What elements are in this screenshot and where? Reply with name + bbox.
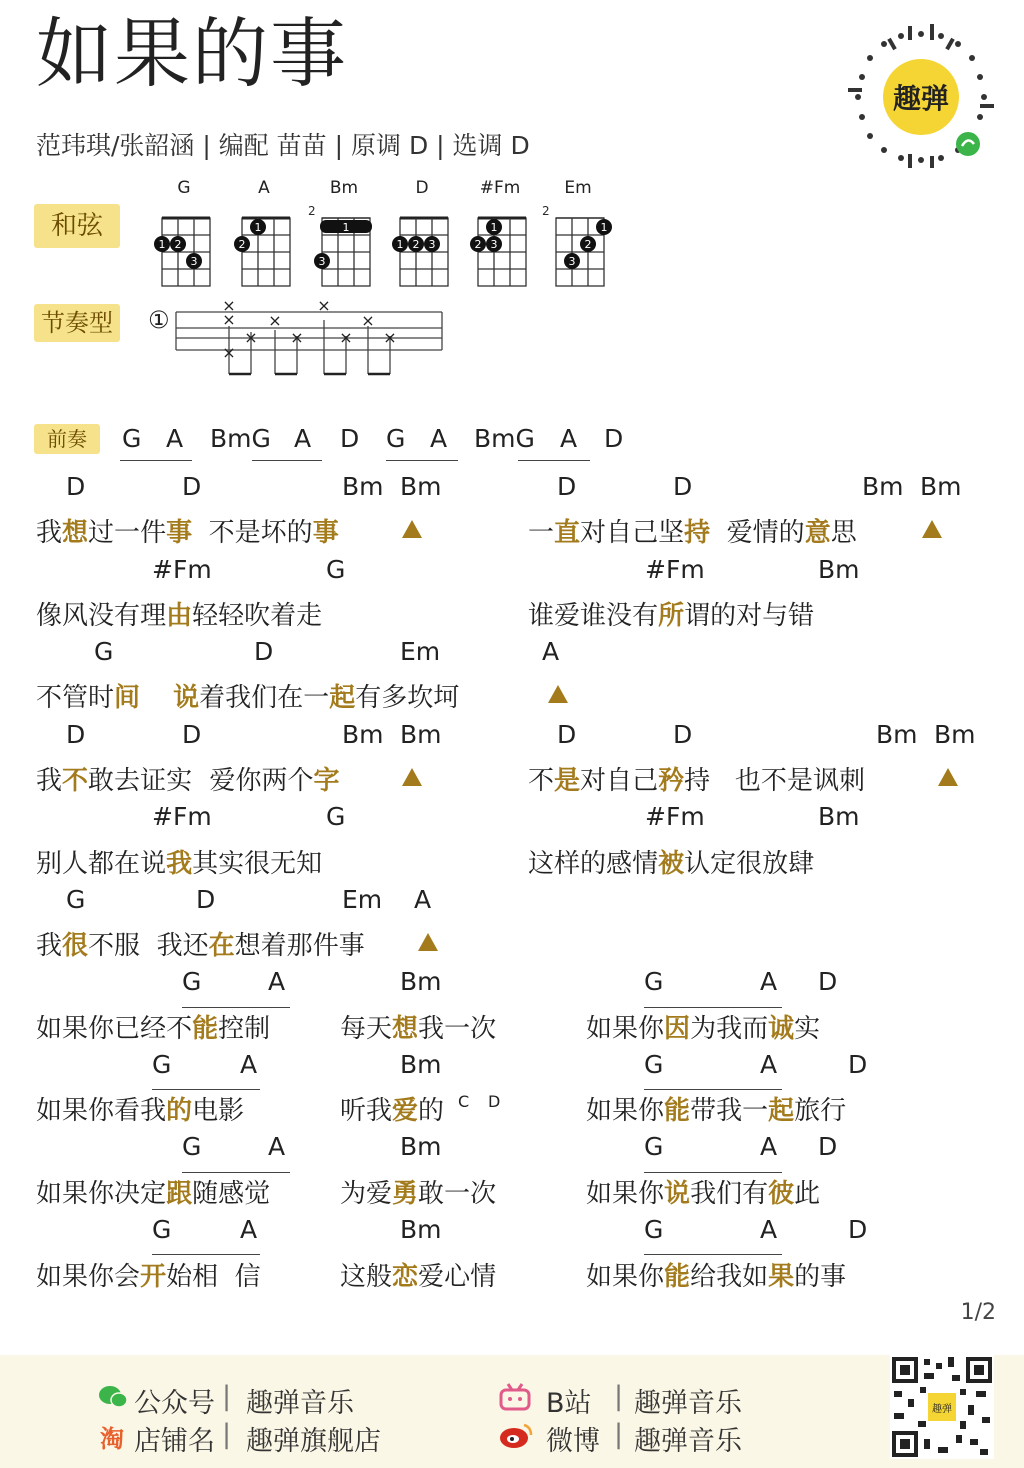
svg-text:1: 1 bbox=[342, 221, 350, 234]
svg-text:3: 3 bbox=[190, 255, 198, 268]
intro-chord: A bbox=[430, 424, 448, 453]
lyric-line: 我想过一件事 不是坏的事 bbox=[36, 518, 339, 548]
svg-text:3: 3 bbox=[318, 255, 326, 268]
intro-tag: 前奏 bbox=[34, 424, 100, 454]
chord-label: Bm bbox=[862, 472, 904, 501]
lyric-line: 别人都在说我其实很无知 bbox=[36, 849, 323, 879]
strum-marker-icon bbox=[938, 768, 958, 786]
svg-text:×: × bbox=[222, 310, 236, 329]
svg-text:2: 2 bbox=[412, 238, 420, 251]
strum-marker-icon bbox=[418, 933, 438, 951]
chord-label: A bbox=[414, 885, 432, 914]
wechat-label: 公众号 bbox=[134, 1388, 215, 1419]
strum-marker-icon bbox=[402, 520, 422, 538]
lyric-line: 我不敢去证实 爱你两个字 bbox=[36, 766, 340, 796]
chord-label: A bbox=[240, 1050, 258, 1079]
chord-label: Bm bbox=[400, 967, 442, 996]
beat-underline bbox=[644, 1254, 782, 1255]
chord-label: #Fm bbox=[645, 555, 705, 584]
weibo-value: 趣弹音乐 bbox=[634, 1426, 742, 1457]
chord-label: D bbox=[182, 472, 202, 501]
chord-label: D bbox=[66, 472, 86, 501]
svg-text:3: 3 bbox=[490, 238, 498, 251]
chord-label: Bm bbox=[818, 555, 860, 584]
lyric-line: 不是对自己矜持 也不是讽刺 bbox=[528, 766, 865, 796]
chord-label: G bbox=[182, 1132, 202, 1161]
chord-label: A bbox=[542, 637, 560, 666]
strum-marker-icon bbox=[402, 768, 422, 786]
lyric-line: 这样的感情被认定很放肆 bbox=[528, 849, 815, 879]
svg-text:×: × bbox=[339, 328, 353, 347]
svg-text:×: × bbox=[222, 296, 236, 315]
chord-label: G bbox=[66, 885, 86, 914]
chord-label: A bbox=[268, 967, 286, 996]
intro-chord: BmG bbox=[474, 424, 535, 453]
svg-text:趣弹: 趣弹 bbox=[892, 82, 950, 115]
chord-label: G bbox=[644, 1050, 664, 1079]
chord-label: D bbox=[66, 720, 86, 749]
shop-label: 店铺名 bbox=[134, 1426, 215, 1457]
svg-text:×: × bbox=[244, 328, 258, 347]
wechat-value: 趣弹音乐 bbox=[246, 1388, 354, 1419]
lyric-line: 像风没有理由轻轻吹着走 bbox=[36, 601, 323, 631]
chord-label: D bbox=[182, 720, 202, 749]
chord-label: A bbox=[240, 1215, 258, 1244]
svg-text:1: 1 bbox=[600, 221, 608, 234]
beat-underline bbox=[644, 1089, 782, 1090]
svg-text:①: ① bbox=[148, 306, 170, 334]
intro-chord: A bbox=[166, 424, 184, 453]
lyric-line: 如果你能带我一起旅行 bbox=[586, 1096, 847, 1126]
chord-label: Bm bbox=[400, 1132, 442, 1161]
taobao-icon: 淘 bbox=[100, 1425, 124, 1453]
intro-chord: G bbox=[386, 424, 406, 453]
chord-label: Bm bbox=[400, 1215, 442, 1244]
chord-label: Bm bbox=[342, 720, 384, 749]
chord-label: #Fm bbox=[645, 802, 705, 831]
lyric-line: 如果你已经不能控制 bbox=[36, 1014, 271, 1044]
lyric-line: 如果你决定跟随感觉 bbox=[36, 1179, 271, 1209]
song-credits: 范玮琪/张韶涵 | 编配 苗苗 | 原调 D | 选调 D bbox=[36, 131, 530, 160]
chord-label: G bbox=[152, 1050, 172, 1079]
chord-label: D bbox=[818, 1132, 838, 1161]
shop-value: 趣弹旗舰店 bbox=[246, 1426, 381, 1457]
chord-label: Bm bbox=[342, 472, 384, 501]
weibo-icon bbox=[498, 1421, 534, 1449]
divider: | bbox=[222, 1381, 232, 1412]
small-chord: D bbox=[488, 1092, 501, 1111]
chord-label: D bbox=[818, 967, 838, 996]
lyric-line: 不管时间 说着我们在一起有多坎坷 bbox=[36, 683, 460, 713]
chord-label: A bbox=[760, 967, 778, 996]
svg-text:2: 2 bbox=[174, 238, 182, 251]
chord-label: Bm bbox=[920, 472, 962, 501]
chord-label: G bbox=[644, 1132, 664, 1161]
chord-label: G bbox=[326, 802, 346, 831]
svg-text:3: 3 bbox=[428, 238, 436, 251]
lyric-line: 我很不服 我还在想着那件事 bbox=[36, 931, 365, 961]
svg-text:×: × bbox=[222, 343, 236, 362]
divider: | bbox=[222, 1419, 232, 1450]
chord-label: G bbox=[152, 1215, 172, 1244]
chord-label: G bbox=[94, 637, 114, 666]
fret-label: 2 bbox=[308, 204, 316, 218]
chord-name: A bbox=[258, 178, 270, 198]
beat-underline bbox=[152, 1254, 260, 1255]
small-chord: C bbox=[458, 1092, 470, 1111]
lyric-line: 如果你能给我如果的事 bbox=[586, 1262, 847, 1292]
qr-code-icon[interactable] bbox=[890, 1355, 994, 1459]
svg-text:×: × bbox=[317, 296, 331, 315]
chords-tag: 和弦 bbox=[34, 204, 120, 248]
chord-label: Bm bbox=[400, 1050, 442, 1079]
strum-marker-icon bbox=[922, 520, 942, 538]
lyric-line: 如果你看我的电影 bbox=[36, 1096, 245, 1126]
chord-label: Bm bbox=[876, 720, 918, 749]
chord-label: Bm bbox=[818, 802, 860, 831]
chord-label: Em bbox=[342, 885, 383, 914]
chord-label: A bbox=[760, 1215, 778, 1244]
fret-label: 2 bbox=[542, 204, 550, 218]
svg-text:2: 2 bbox=[474, 238, 482, 251]
chord-name: Bm bbox=[329, 178, 359, 198]
intro-chord: A bbox=[560, 424, 578, 453]
beat-underline bbox=[152, 1089, 260, 1090]
chord-label: Bm bbox=[400, 720, 442, 749]
chord-label: D bbox=[254, 637, 274, 666]
svg-text:×: × bbox=[290, 328, 304, 347]
chord-label: D bbox=[848, 1215, 868, 1244]
lyric-line: 谁爱谁没有所谓的对与错 bbox=[528, 601, 815, 631]
chord-label: D bbox=[673, 472, 693, 501]
chord-label: #Fm bbox=[152, 802, 212, 831]
lyric-line: 如果你因为我而诚实 bbox=[586, 1014, 821, 1044]
chord-label: G bbox=[182, 967, 202, 996]
chord-name: D bbox=[415, 178, 429, 198]
footer bbox=[0, 1355, 1024, 1468]
bili-label: B站 bbox=[546, 1388, 592, 1419]
divider: | bbox=[614, 1381, 624, 1412]
svg-text:1: 1 bbox=[396, 238, 404, 251]
intro-chord: G bbox=[122, 424, 142, 453]
lyric-line: 听我爱的 bbox=[340, 1096, 445, 1126]
chord-label: D bbox=[557, 720, 577, 749]
chord-label: G bbox=[644, 1215, 664, 1244]
svg-text:2: 2 bbox=[238, 238, 246, 251]
svg-text:1: 1 bbox=[490, 221, 498, 234]
lyric-line: 这般恋爱心情 bbox=[340, 1262, 497, 1292]
divider: | bbox=[614, 1419, 624, 1450]
page-number: 1/2 bbox=[960, 1300, 996, 1325]
chord-label: D bbox=[196, 885, 216, 914]
svg-text:×: × bbox=[361, 311, 375, 330]
chord-label: A bbox=[760, 1132, 778, 1161]
svg-text:×: × bbox=[268, 311, 282, 330]
intro-chord: A bbox=[294, 424, 312, 453]
weibo-label: 微博 bbox=[546, 1426, 600, 1457]
bilibili-icon bbox=[498, 1383, 532, 1411]
lyric-line: 一直对自己坚持 爱情的意思 bbox=[528, 518, 857, 548]
chord-label: D bbox=[557, 472, 577, 501]
chord-name: Em bbox=[564, 178, 592, 198]
page-title: 如果的事 bbox=[36, 9, 348, 98]
intro-chord: D bbox=[340, 424, 360, 453]
lyric-line: 为爱勇敢一次 bbox=[340, 1179, 497, 1209]
svg-text:趣弹: 趣弹 bbox=[932, 1404, 952, 1415]
svg-text:1: 1 bbox=[254, 221, 262, 234]
beat-underline bbox=[182, 1007, 290, 1008]
svg-text:×: × bbox=[383, 328, 397, 347]
svg-text:1: 1 bbox=[158, 238, 166, 251]
lyric-line: 如果你会开始相 信 bbox=[36, 1262, 261, 1292]
chord-name: G bbox=[177, 178, 191, 198]
bili-value: 趣弹音乐 bbox=[634, 1388, 742, 1419]
intro-chord: D bbox=[604, 424, 624, 453]
chord-label: Bm bbox=[400, 472, 442, 501]
svg-text:2: 2 bbox=[584, 238, 592, 251]
chord-label: G bbox=[326, 555, 346, 584]
wechat-icon bbox=[98, 1385, 128, 1409]
strum-marker-icon bbox=[548, 685, 568, 703]
beat-underline bbox=[644, 1007, 782, 1008]
chord-label: D bbox=[673, 720, 693, 749]
lyric-line: 每天想我一次 bbox=[340, 1014, 497, 1044]
svg-text:3: 3 bbox=[568, 255, 576, 268]
chord-label: Em bbox=[400, 637, 441, 666]
chord-label: G bbox=[644, 967, 664, 996]
lyric-line: 如果你说我们有彼此 bbox=[586, 1179, 821, 1209]
rhythm-tag: 节奏型 bbox=[34, 304, 120, 342]
chord-name: #Fm bbox=[479, 178, 521, 198]
beat-underline bbox=[644, 1172, 782, 1173]
chord-label: A bbox=[760, 1050, 778, 1079]
chord-label: D bbox=[848, 1050, 868, 1079]
chord-label: Bm bbox=[934, 720, 976, 749]
beat-underline bbox=[182, 1172, 290, 1173]
chord-label: A bbox=[268, 1132, 286, 1161]
chord-label: #Fm bbox=[152, 555, 212, 584]
intro-chord: BmG bbox=[210, 424, 271, 453]
